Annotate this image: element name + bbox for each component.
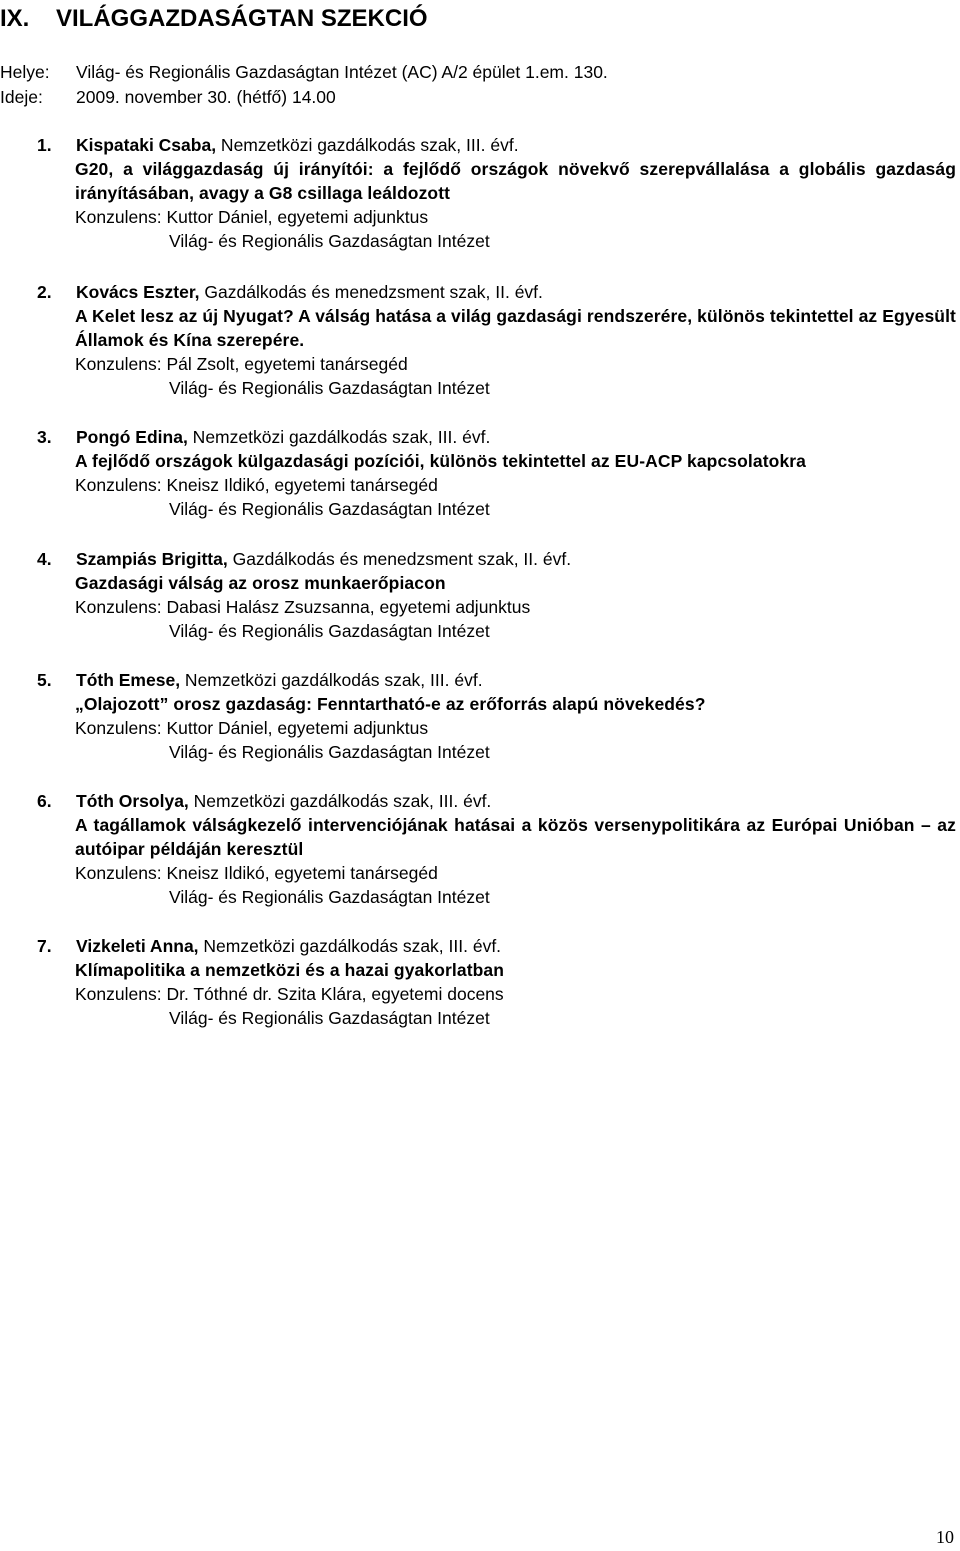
thesis-title: „Olajozott” orosz gazdaság: Fenntartható-e az erőforrás alapú növekedés? [75, 694, 706, 714]
institute: Világ- és Regionális Gazdaságtan Intézet [169, 887, 490, 907]
entry-1 [37, 133, 957, 253]
student-program: Nemzetközi gazdálkodás szak, III. évf. [180, 670, 483, 690]
entry-number: 2. [37, 282, 52, 302]
consultant: Konzulens: Kuttor Dániel, egyetemi adjunktus [75, 207, 429, 227]
student-name: Kispataki Csaba, [76, 135, 217, 155]
student-name: Vizkeleti Anna, [76, 936, 199, 956]
entry-7 [37, 934, 957, 1030]
consultant: Konzulens: Kuttor Dániel, egyetemi adjunktus [75, 718, 429, 738]
institute: Világ- és Regionális Gazdaságtan Intézet [169, 499, 490, 519]
time-line [0, 85, 336, 109]
consultant: Konzulens: Kneisz Ildikó, egyetemi tanársegéd [75, 475, 438, 495]
entry-number: 1. [37, 135, 52, 155]
institute: Világ- és Regionális Gazdaságtan Intézet [169, 1008, 490, 1028]
institute: Világ- és Regionális Gazdaságtan Intézet [169, 231, 490, 251]
institute: Világ- és Regionális Gazdaságtan Intézet [169, 621, 490, 641]
student-program: Nemzetközi gazdálkodás szak, III. évf. [188, 791, 492, 811]
thesis-title: A fejlődő országok külgazdasági pozíciói, különös tekintettel az EU-ACP kapcsolatokra [75, 451, 807, 471]
entry-5 [37, 668, 957, 764]
consultant: Konzulens: Kneisz Ildikó, egyetemi tanársegéd [75, 863, 438, 883]
thesis-title: Gazdasági válság az orosz munkaerőpiacon [75, 573, 446, 593]
entry-4 [37, 547, 957, 643]
student-program: Nemzetközi gazdálkodás szak, III. évf. [198, 936, 502, 956]
location-value: Világ- és Regionális Gazdaságtan Intézet (AC) A/2 épület 1.em. 130. [76, 62, 608, 82]
student-name: Pongó Edina, [76, 427, 188, 447]
entry-2 [37, 280, 957, 400]
location-line [0, 60, 608, 84]
institute: Világ- és Regionális Gazdaságtan Intézet [169, 378, 490, 398]
consultant: Konzulens: Pál Zsolt, egyetemi tanársegéd [75, 354, 408, 374]
section-heading [0, 4, 428, 34]
student-name: Kovács Eszter, [76, 282, 200, 302]
entry-number: 4. [37, 549, 52, 569]
consultant: Konzulens: Dr. Tóthné dr. Szita Klára, egyetemi docens [75, 984, 504, 1004]
thesis-title: A Kelet lesz az új Nyugat? A válság hatása a világ gazdasági rendszerére, különös tekintettel az Egyesült Államok és Kína szerepére. [75, 306, 956, 350]
location-label: Helye: [0, 62, 50, 82]
student-name: Szampiás Brigitta, [76, 549, 228, 569]
entry-number: 5. [37, 670, 52, 690]
student-program: Nemzetközi gazdálkodás szak, III. évf. [187, 427, 491, 447]
student-program: Nemzetközi gazdálkodás szak, III. évf. [216, 135, 519, 155]
student-name: Tóth Orsolya, [76, 791, 189, 811]
consultant: Konzulens: Dabasi Halász Zsuzsanna, egyetemi adjunktus [75, 597, 531, 617]
institute: Világ- és Regionális Gazdaságtan Intézet [169, 742, 490, 762]
section-title: VILÁGGAZDASÁGTAN SZEKCIÓ [56, 5, 428, 32]
student-program: Gazdálkodás és menedzsment szak, II. évf. [227, 549, 572, 569]
thesis-title: Klímapolitika a nemzetközi és a hazai gyakorlatban [75, 960, 505, 980]
time-value: 2009. november 30. (hétfő) 14.00 [76, 87, 336, 107]
page-number: 10 [936, 1527, 954, 1547]
thesis-title: G20, a világgazdaság új irányítói: a fejlődő országok növekvő szerepvállalása a globális gazdaság irányításában, avagy a G8 csillaga leáldozott [75, 159, 956, 203]
section-number: IX. [0, 5, 30, 32]
entry-3 [37, 425, 957, 521]
student-program: Gazdálkodás és menedzsment szak, II. évf. [199, 282, 543, 302]
entry-number: 3. [37, 427, 52, 447]
entry-number: 7. [37, 936, 52, 956]
thesis-title: A tagállamok válságkezelő intervenciójának hatásai a közös versenypolitikára az Európai Unióban – az autóipar példáján keresztül [75, 815, 956, 859]
entry-number: 6. [37, 791, 52, 811]
entry-6 [37, 789, 957, 909]
student-name: Tóth Emese, [76, 670, 181, 690]
time-label: Ideje: [0, 87, 43, 107]
